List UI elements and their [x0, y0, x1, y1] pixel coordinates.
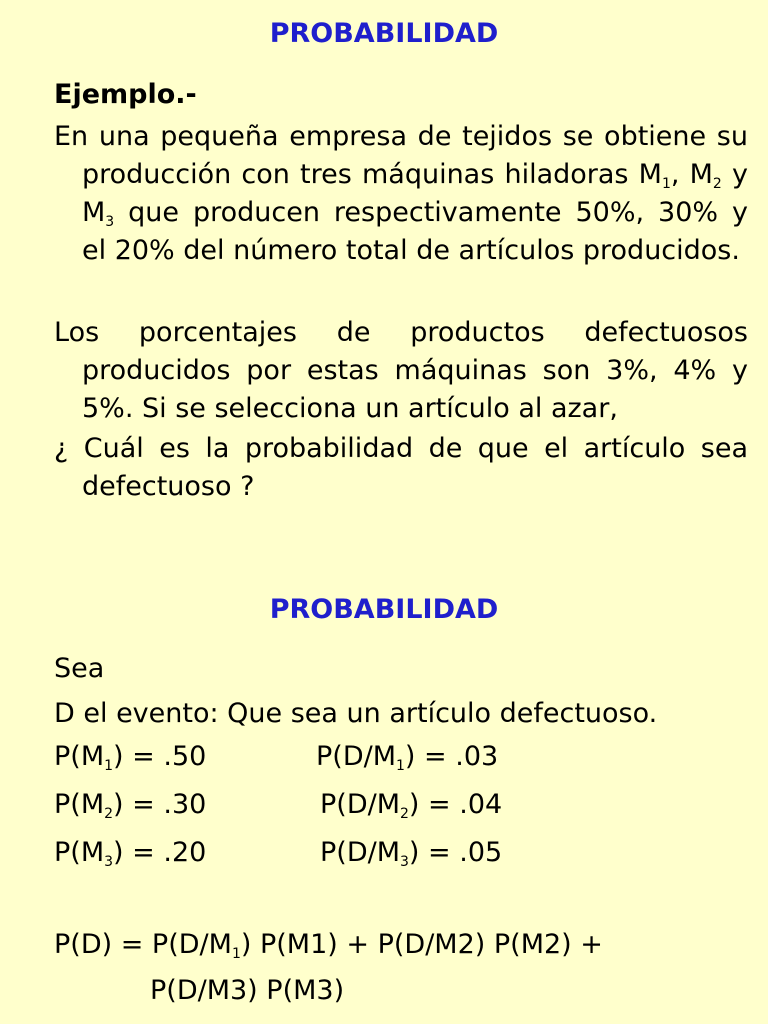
prob-m3: $P(M_3) = .20$	[54, 837, 207, 870]
slide1-title: PROBABILIDAD	[269, 18, 499, 49]
question-paragraph: ¿ Cuál es la probabilidad de que el artículo sea defectuoso ?	[54, 433, 748, 502]
problem-paragraph-2: Los porcentajes de productos defectuosos producidos por estas máquinas son 3%, 4% y 5%. Si se selecciona un artículo al azar,	[54, 317, 748, 424]
total-probability-formula: $P(D) = P(D/M_1) P(M1) + P(D/M2) P(M2)$ +	[54, 929, 603, 962]
event-definition: D el evento: Que sea un artículo defectuoso.	[54, 698, 658, 729]
prob-d-given-m3: $P(D/M_3) = .05$	[320, 837, 503, 870]
prob-d-given-m1: $P(D/M_1) = .03$	[316, 741, 499, 774]
problem-paragraph-1: En una pequeña empresa de tejidos se obtiene su producción con tres máquinas hiladoras $M_1$, $M_2$ y $M_3$ que producen respectivamente 50%, 30% y el 20% del número total de artículos producidos.	[54, 121, 748, 266]
slide2-title: PROBABILIDAD	[269, 594, 499, 625]
prob-d-given-m2: $P(D/M_2) = .04$	[320, 789, 503, 822]
example-label: Ejemplo.-	[54, 79, 197, 110]
prob-m1: $P(M_1) = .50$	[54, 741, 207, 774]
total-probability-formula-cont: P(D/M3) P(M3)	[150, 975, 345, 1006]
prob-m2: $P(M_2) = .30$	[54, 789, 207, 822]
sea-label: Sea	[54, 653, 105, 684]
